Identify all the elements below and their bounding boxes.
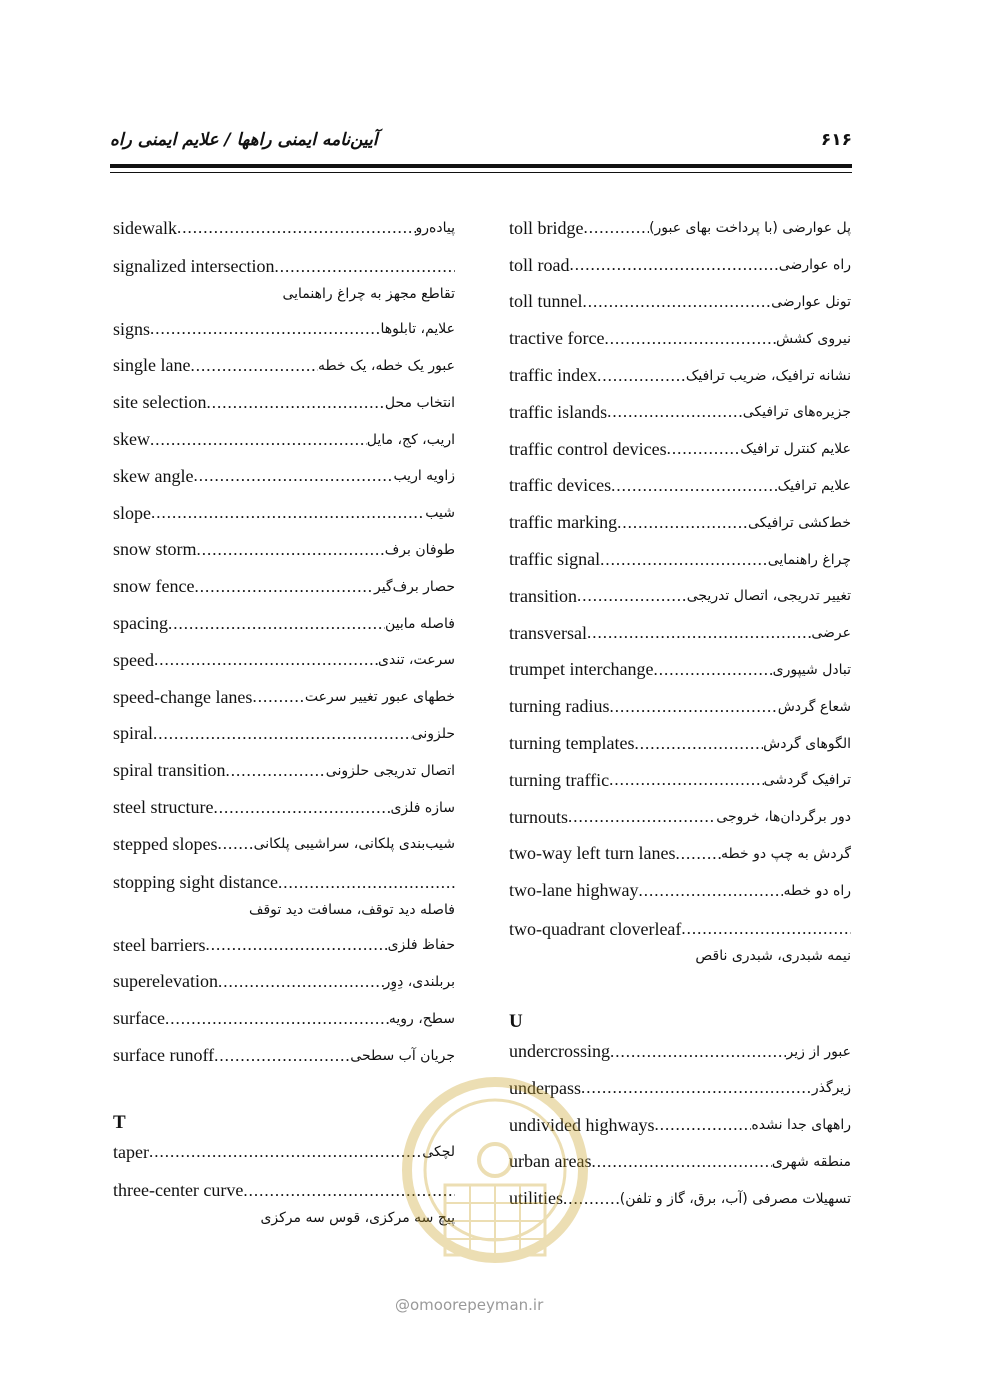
- watermark-seal: [395, 1075, 595, 1285]
- glossary-entry: [509, 909, 851, 973]
- entry-term: two-lane highway: [509, 880, 639, 901]
- entry-translation: زیرگذر: [811, 1080, 851, 1097]
- entry-translation: لچکی: [422, 1144, 455, 1161]
- entry-translation: خطهای عبور تغییر سرعت: [304, 689, 455, 706]
- section-letter-u: U: [509, 1011, 523, 1033]
- glossary-entry: [113, 863, 455, 927]
- entry-term: skew: [113, 429, 150, 450]
- entry-translation: سازه فلزی: [390, 799, 455, 816]
- entry-term: transversal: [509, 622, 587, 643]
- entry-translation: بربلندی، دِوِر: [383, 973, 455, 990]
- entry-term: snow storm: [113, 539, 197, 560]
- entry-translation: فاصله دید توقف، مسافت دید توقف: [248, 901, 455, 918]
- entry-leader-dots: [197, 540, 385, 560]
- entry-translation: تبادل شیپوری: [772, 661, 851, 678]
- entry-leader-dots: [634, 734, 763, 754]
- entry-leader-dots: [218, 972, 384, 992]
- entry-term: toll bridge: [509, 217, 584, 238]
- entry-leader-dots: [617, 513, 748, 533]
- entry-leader-dots: [577, 586, 687, 606]
- glossary-entry: [113, 247, 455, 311]
- entry-translation: عبور از زیر: [786, 1043, 851, 1060]
- entry-leader-dots: [225, 761, 325, 781]
- entry-term: signalized intersection: [113, 256, 275, 277]
- glossary-entry: [509, 578, 851, 615]
- glossary-entry: [509, 394, 851, 431]
- entry-translation: نیمه شبدری، شبدری ناقص: [695, 948, 851, 965]
- glossary-entry: [113, 964, 455, 1001]
- page-header: [110, 118, 852, 178]
- glossary-entry: [509, 872, 851, 909]
- header-rule-thin: [110, 172, 852, 173]
- glossary-entry: [113, 789, 455, 826]
- entry-leader-dots: [190, 356, 317, 376]
- page-number: ۶۱۶: [820, 130, 852, 150]
- glossary-entry: [509, 1033, 851, 1070]
- entry-translation: سرعت، تندی: [378, 652, 455, 669]
- entry-term: stopping sight distance: [113, 872, 278, 893]
- glossary-entry: [509, 688, 851, 725]
- entry-leader-dots: [165, 1009, 389, 1029]
- glossary-entry: [113, 826, 455, 863]
- entry-translation: راه دو خطه: [783, 882, 851, 899]
- entry-leader-dots: [150, 430, 367, 450]
- glossary-entry: [113, 1037, 455, 1074]
- entry-leader-dots: [570, 255, 779, 275]
- glossary-entry: [509, 247, 851, 284]
- entry-translation: منطقه شهری: [771, 1153, 851, 1170]
- entry-leader-dots: [154, 650, 378, 670]
- running-title: آیین‌نامه ایمنی راهها / علایم ایمنی راه: [110, 130, 378, 150]
- entry-term: trumpet interchange: [509, 659, 654, 680]
- entry-leader-dots: [150, 319, 381, 339]
- entry-translation: نشانه ترافیک، ضریب ترافیک: [685, 367, 851, 384]
- entry-leader-dots: [213, 798, 390, 818]
- entry-leader-dots: [611, 476, 778, 496]
- entry-leader-dots: [591, 1152, 771, 1172]
- entry-term: traffic islands: [509, 401, 608, 422]
- entry-leader-dots: [581, 1078, 812, 1098]
- glossary-column-right: [509, 210, 851, 1217]
- entry-leader-dots: [149, 1142, 422, 1162]
- entry-term: site selection: [113, 392, 207, 413]
- entries-t-cont: [509, 210, 851, 973]
- glossary-entry: [113, 679, 455, 716]
- entry-translation: حلزونی: [411, 725, 455, 742]
- watermark-site: @omoorepeyman.ir: [395, 1296, 544, 1314]
- entry-translation: طوفان برف: [384, 541, 455, 558]
- glossary-entry: [113, 605, 455, 642]
- entry-term: speed-change lanes: [113, 686, 253, 707]
- entry-translation: شیب‌بندی پلکانی، سراشیبی پلکانی: [253, 836, 455, 853]
- glossary-entry: [113, 348, 455, 385]
- glossary-entry: [113, 311, 455, 348]
- entry-translation: تسهیلات مصرفی (آب، برق، گاز و تلفن): [619, 1190, 851, 1207]
- entry-leader-dots: [681, 919, 851, 939]
- glossary-entry: [113, 568, 455, 605]
- entry-leader-dots: [600, 550, 768, 570]
- entry-translation: ترافیک گردشی: [763, 772, 851, 789]
- entry-leader-dots: [610, 697, 778, 717]
- glossary-entry: [509, 799, 851, 836]
- entry-translation: عبور یک خطه، یک خطه: [317, 357, 455, 374]
- glossary-entry: [113, 495, 455, 532]
- entry-leader-dots: [609, 770, 763, 790]
- entry-term: tractive force: [509, 328, 605, 349]
- entry-term: toll tunnel: [509, 291, 583, 312]
- entry-translation: علایم ترافیک: [777, 477, 851, 494]
- entry-term: turning radius: [509, 696, 610, 717]
- entry-leader-dots: [568, 807, 716, 827]
- glossary-entry: [113, 927, 455, 964]
- entry-term: two-way left turn lanes: [509, 843, 676, 864]
- entry-term: steel barriers: [113, 934, 206, 955]
- entry-translation: اریب، کج، مایل: [366, 431, 455, 448]
- glossary-entry: [113, 458, 455, 495]
- glossary-entry: [509, 725, 851, 762]
- entry-term: underpass: [509, 1077, 581, 1098]
- entry-leader-dots: [194, 577, 374, 597]
- glossary-entry: [509, 541, 851, 578]
- entry-leader-dots: [168, 614, 385, 634]
- entry-term: speed: [113, 649, 154, 670]
- glossary-entry: [113, 532, 455, 569]
- entry-leader-dots: [193, 466, 393, 486]
- entry-term: superelevation: [113, 971, 218, 992]
- entry-translation: حصار برف‌گیر: [373, 578, 455, 595]
- entry-translation: نیروی کشش: [775, 330, 851, 347]
- entry-term: traffic marking: [509, 512, 618, 533]
- entry-term: single lane: [113, 355, 191, 376]
- entry-term: undivided highways: [509, 1114, 655, 1135]
- entry-term: skew angle: [113, 465, 194, 486]
- entry-translation: تغییر تدریجی، اتصال تدریجی: [686, 588, 851, 605]
- entry-leader-dots: [667, 439, 741, 459]
- entry-translation: علایم، تابلوها: [380, 321, 455, 338]
- entry-leader-dots: [604, 329, 776, 349]
- entry-leader-dots: [653, 660, 772, 680]
- entry-term: undercrossing: [509, 1041, 610, 1062]
- entry-leader-dots: [205, 935, 387, 955]
- entry-translation: الگوهای گردش: [763, 735, 851, 752]
- glossary-entry: [509, 284, 851, 321]
- glossary-entry: [509, 652, 851, 689]
- glossary-entry: [113, 210, 455, 247]
- entry-term: spacing: [113, 613, 168, 634]
- glossary-entry: [113, 642, 455, 679]
- entry-translation: چراغ راهنمایی: [767, 551, 851, 568]
- entry-leader-dots: [278, 873, 455, 893]
- entry-leader-dots: [252, 687, 304, 707]
- entry-leader-dots: [638, 881, 783, 901]
- entry-translation: راه عوارضی: [778, 257, 851, 274]
- section-letter-t: T: [113, 1111, 126, 1133]
- entry-translation: تقاطع مجهز به چراغ راهنمایی: [282, 285, 455, 302]
- entry-leader-dots: [675, 844, 721, 864]
- entry-leader-dots: [151, 503, 425, 523]
- entry-leader-dots: [584, 218, 650, 238]
- entry-leader-dots: [153, 724, 412, 744]
- entry-translation: پل عوارضی (با پرداخت بهای عبور): [649, 220, 851, 237]
- entry-translation: جزیره‌های ترافیکی: [742, 404, 851, 421]
- header-rule-thick: [110, 164, 852, 168]
- entry-leader-dots: [177, 218, 416, 238]
- entry-leader-dots: [214, 1046, 350, 1066]
- entry-term: turning templates: [509, 733, 635, 754]
- entry-translation: دور برگردان‌ها، خروجی: [716, 809, 851, 826]
- glossary-entry: [113, 716, 455, 753]
- entry-translation: سطح، رویه: [388, 1010, 455, 1027]
- entry-translation: شعاع گردش: [777, 698, 851, 715]
- entry-term: snow fence: [113, 576, 195, 597]
- entry-term: traffic control devices: [509, 438, 667, 459]
- glossary-entry: [509, 836, 851, 873]
- entry-leader-dots: [206, 393, 384, 413]
- entry-leader-dots: [217, 834, 253, 854]
- entry-translation: عرضی: [811, 625, 851, 642]
- entry-translation: علایم کنترل ترافیک: [740, 441, 851, 458]
- entry-term: steel structure: [113, 797, 214, 818]
- entry-leader-dots: [607, 402, 743, 422]
- entry-term: toll road: [509, 254, 570, 275]
- entry-term: stepped slopes: [113, 833, 218, 854]
- entry-translation: گردش به چپ دو خطه: [721, 845, 851, 862]
- entry-translation: حفاظ فلزی: [387, 937, 455, 954]
- glossary-entry: [509, 504, 851, 541]
- glossary-entry: [509, 357, 851, 394]
- entry-leader-dots: [274, 257, 455, 277]
- entry-term: turning traffic: [509, 769, 610, 790]
- glossary-entry: [509, 431, 851, 468]
- glossary-entry: [509, 468, 851, 505]
- entry-translation: جریان آب سطحی: [350, 1047, 455, 1064]
- glossary-entry: [113, 384, 455, 421]
- glossary-entry: [509, 210, 851, 247]
- entry-term: traffic devices: [509, 475, 612, 496]
- entry-term: taper: [113, 1141, 149, 1162]
- entry-leader-dots: [655, 1115, 752, 1135]
- entry-translation: اتصال تدریجی حلزونی: [325, 762, 455, 779]
- entry-translation: خط‌کشی ترافیکی: [747, 514, 851, 531]
- entry-term: two-quadrant cloverleaf: [509, 918, 682, 939]
- entry-leader-dots: [610, 1042, 787, 1062]
- entry-leader-dots: [587, 623, 811, 643]
- entry-term: spiral: [113, 723, 153, 744]
- entry-term: signs: [113, 318, 151, 339]
- glossary-entry: [113, 421, 455, 458]
- entry-translation: پیاده‌رو: [415, 220, 455, 237]
- entry-translation: زاویه اریب: [393, 468, 455, 485]
- entry-leader-dots: [597, 366, 686, 386]
- entry-translation: راههای جدا نشده: [751, 1117, 851, 1134]
- entry-term: sidewalk: [113, 217, 177, 238]
- entry-term: traffic index: [509, 365, 598, 386]
- glossary-entry: [113, 1000, 455, 1037]
- entry-term: surface runoff: [113, 1045, 215, 1066]
- glossary-entry: [113, 752, 455, 789]
- entry-term: surface: [113, 1008, 165, 1029]
- glossary-entry: [509, 615, 851, 652]
- entry-translation: فاصله مابین: [385, 615, 455, 632]
- glossary-entry: [509, 762, 851, 799]
- entry-term: utilities: [509, 1188, 563, 1209]
- glossary-entry: [509, 320, 851, 357]
- entry-translation: تونل عوارضی: [771, 293, 851, 310]
- entry-translation: پیچ سه مرکزی، قوس سه مرکزی: [260, 1209, 455, 1226]
- entry-translation: شیب: [425, 505, 455, 522]
- entry-term: three-center curve: [113, 1180, 244, 1201]
- entry-term: slope: [113, 502, 151, 523]
- entries-s: [113, 210, 455, 1074]
- entry-term: transition: [509, 585, 577, 606]
- entry-leader-dots: [583, 292, 772, 312]
- entry-term: traffic signal: [509, 549, 601, 570]
- entry-term: spiral transition: [113, 760, 226, 781]
- entry-term: urban areas: [509, 1151, 592, 1172]
- entry-translation: انتخاب محل: [384, 394, 455, 411]
- entry-term: turnouts: [509, 806, 569, 827]
